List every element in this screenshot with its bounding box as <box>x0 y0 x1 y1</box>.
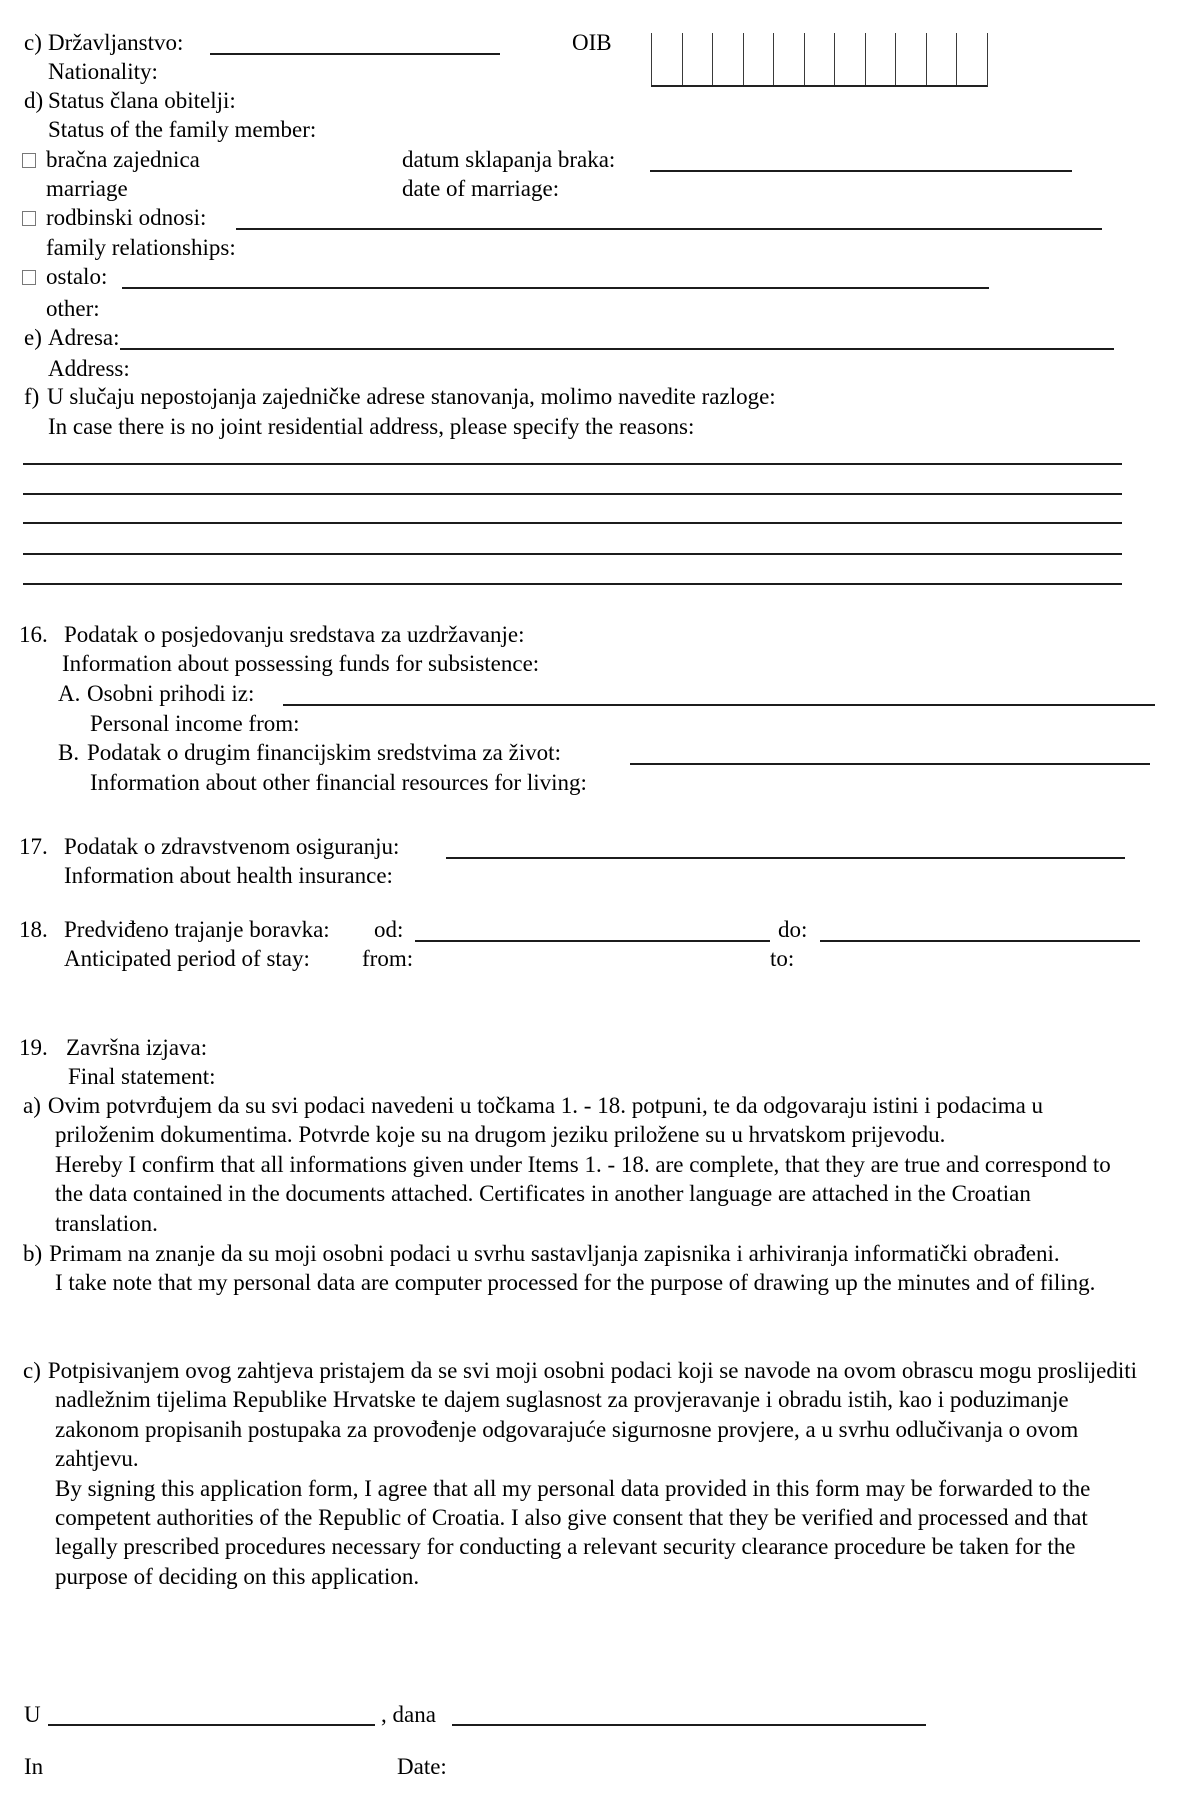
item16-number: 16. <box>19 622 48 647</box>
oib-cell[interactable] <box>651 33 682 85</box>
citizenship-fill-line[interactable] <box>210 53 500 55</box>
statement-a-text-hr: Ovim potvrđujem da su svi podaci navedeni u točkama 1. - 18. potpuni, te da odgovaraju istini i podacima u priloženim dokumentima. Potvrde koje su na drugom jeziku priložene su u hrvatskom prijevodu. <box>47 1093 1044 1148</box>
statement-b-marker: b) <box>23 1241 43 1266</box>
item19-title-hr: Završna izjava: <box>66 1035 208 1060</box>
address-label-en: Address: <box>48 356 130 381</box>
family-status-label-hr: Status člana obitelji: <box>48 88 236 113</box>
oib-cell[interactable] <box>773 33 804 85</box>
item17-number: 17. <box>19 834 48 859</box>
option-other-label-en: other: <box>46 296 100 321</box>
footer-date-label-hr: , dana <box>381 1702 436 1727</box>
family-status-label-en: Status of the family member: <box>48 117 317 142</box>
reasons-fill-line-4[interactable] <box>23 553 1122 555</box>
footer-date-label-en: Date: <box>397 1754 447 1779</box>
no-joint-address-label-hr: U slučaju nepostojanja zajedničke adrese stanovanja, molimo navedite razloge: <box>47 384 776 409</box>
item18-do-label: do: <box>778 917 808 942</box>
no-joint-address-marker: f) <box>24 384 40 409</box>
statement-a-marker: a) <box>23 1093 41 1118</box>
marriage-date-label-hr: datum sklapanja braka: <box>402 147 616 172</box>
marriage-date-fill-line[interactable] <box>650 170 1072 172</box>
statement-b <box>23 1239 1138 1298</box>
statement-c <box>23 1356 1138 1591</box>
footer-place-label-en: In <box>24 1754 44 1779</box>
other-financial-fill-line[interactable] <box>630 763 1150 765</box>
health-insurance-fill-line[interactable] <box>446 857 1125 859</box>
reasons-fill-line-3[interactable] <box>23 522 1122 524</box>
statement-c-marker: c) <box>23 1358 41 1383</box>
citizenship-marker: c) <box>24 30 42 55</box>
reasons-fill-line-2[interactable] <box>23 493 1122 495</box>
option-other-label-hr: ostalo: <box>46 264 108 289</box>
item18-number: 18. <box>19 917 48 942</box>
checkbox-family-relationships[interactable] <box>22 211 36 226</box>
oib-cell[interactable] <box>682 33 713 85</box>
statement-a-text-en: Hereby I confirm that all informations given under Items 1. - 18. are complete, that they are true and correspond to the data contained in the documents attached. Certificates in another language are attached in the Croatian translation. <box>55 1151 1111 1236</box>
item17-title-en: Information about health insurance: <box>64 863 393 888</box>
oib-cell[interactable] <box>834 33 865 85</box>
item18-title-en: Anticipated period of stay: <box>64 946 310 971</box>
date-fill-line[interactable] <box>452 1724 926 1726</box>
checkbox-other[interactable] <box>22 270 36 285</box>
address-fill-line[interactable] <box>120 348 1114 350</box>
item16b-label-en: Information about other financial resources for living: <box>90 770 587 795</box>
item16-title-hr: Podatak o posjedovanju sredstava za uzdržavanje: <box>64 622 525 647</box>
item18-od-label: od: <box>374 917 404 942</box>
personal-income-fill-line[interactable] <box>283 704 1155 706</box>
option-family-rel-label-hr: rodbinski odnosi: <box>46 205 207 230</box>
item16b-label-hr: Podatak o drugim financijskim sredstvima za život: <box>87 740 561 765</box>
statement-b-text-en: I take note that my personal data are computer processed for the purpose of drawing up the minutes and of filing. <box>55 1270 1096 1296</box>
address-label-hr: Adresa: <box>48 325 120 350</box>
oib-cell[interactable] <box>743 33 774 85</box>
no-joint-address-label-en: In case there is no joint residential address, please specify the reasons: <box>48 414 695 439</box>
oib-box <box>651 33 988 87</box>
oib-cell[interactable] <box>804 33 835 85</box>
oib-cell[interactable] <box>895 33 926 85</box>
citizenship-label-en: Nationality: <box>48 59 158 84</box>
item16a-label-hr: Osobni prihodi iz: <box>87 681 255 706</box>
checkbox-marriage[interactable] <box>22 153 36 168</box>
item18-from-label: from: <box>362 946 414 971</box>
statement-a <box>23 1091 1138 1238</box>
oib-cell[interactable] <box>865 33 896 85</box>
item19-title-en: Final statement: <box>68 1064 216 1089</box>
oib-cell[interactable] <box>926 33 957 85</box>
oib-label: OIB <box>572 30 612 55</box>
item16a-label-en: Personal income from: <box>90 711 300 736</box>
other-fill-line[interactable] <box>122 287 989 289</box>
footer-place-label-hr: U <box>24 1702 41 1727</box>
item17-title-hr: Podatak o zdravstvenom osiguranju: <box>64 834 400 859</box>
statement-c-text-hr: Potpisivanjem ovog zahtjeva pristajem da se svi moji osobni podaci koji se navode na ovom obrascu mogu proslijediti nadležnim tijelima Republike Hrvatske te dajem suglasnost za provjeravanje i obradu istih, kao i poduzimanje zakonom propisanih postupaka za provođenje odgovarajuće sigurnosne provjere, a u svrhu odlučivanja o ovom zahtjevu. <box>47 1358 1137 1472</box>
item16a-marker: A. <box>58 681 81 706</box>
item16b-marker: B. <box>58 740 80 765</box>
oib-cell[interactable] <box>712 33 743 85</box>
address-marker: e) <box>24 325 42 350</box>
item18-title-hr: Predviđeno trajanje boravka: <box>64 917 330 942</box>
item19-number: 19. <box>19 1035 48 1060</box>
stay-to-fill-line[interactable] <box>820 940 1140 942</box>
reasons-fill-line-1[interactable] <box>23 463 1122 465</box>
stay-from-fill-line[interactable] <box>415 940 770 942</box>
option-marriage-label-hr: bračna zajednica <box>46 147 200 172</box>
family-relationships-fill-line[interactable] <box>236 228 1102 230</box>
item18-to-label: to: <box>770 946 795 971</box>
item16-title-en: Information about possessing funds for subsistence: <box>62 651 540 676</box>
oib-cell[interactable] <box>956 33 987 85</box>
citizenship-label-hr: Državljanstvo: <box>48 30 184 55</box>
statement-c-text-en: By signing this application form, I agree that all my personal data provided in this form may be forwarded to the competent authorities of the Republic of Croatia. I also give consent that they be verified and processed and that legally prescribed procedures necessary for conducting a relevant security clearance procedure be taken for the purpose of deciding on this application. <box>55 1475 1091 1589</box>
reasons-fill-line-5[interactable] <box>23 583 1122 585</box>
family-status-marker: d) <box>24 88 44 113</box>
option-family-rel-label-en: family relationships: <box>46 235 236 260</box>
statement-b-text-hr: Primam na znanje da su moji osobni podaci u svrhu sastavljanja zapisnika i arhiviranja informatički obrađeni. <box>49 1241 1060 1266</box>
marriage-date-label-en: date of marriage: <box>402 176 560 201</box>
place-fill-line[interactable] <box>48 1724 375 1726</box>
option-marriage-label-en: marriage <box>46 176 128 201</box>
